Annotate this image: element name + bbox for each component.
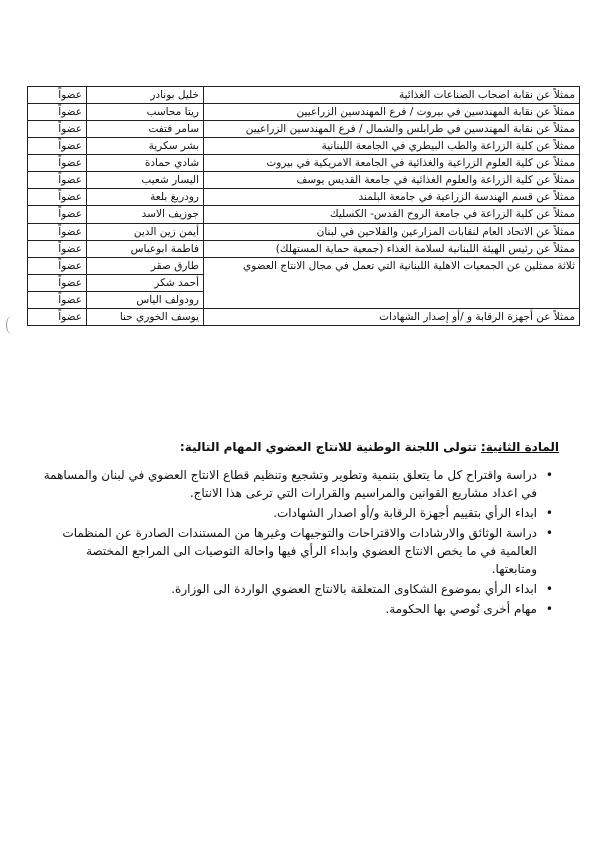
member-name-cell: فاطمة ابوعباس: [87, 240, 204, 257]
member-name-cell: جوزيف الاسد: [87, 206, 204, 223]
representative-cell: ممثلاً عن أجهزة الرقابة و /أو إصدار الشهادات: [204, 308, 580, 325]
table-row: [28, 104, 580, 121]
table-row: [28, 206, 580, 223]
members-table-body: [28, 87, 580, 326]
article-intro: تتولى اللجنة الوطنية للانتاج العضوي المهام التالية:: [179, 440, 481, 454]
member-role-cell: عضواً: [28, 257, 87, 274]
member-role-cell: عضواً: [28, 172, 87, 189]
committee-members-table: [27, 86, 580, 326]
task-item: • مهام أخرى تُوصي بها الحكومة.: [39, 600, 537, 618]
member-role-cell: عضواً: [28, 121, 87, 138]
member-name-cell: اليسار شعيب: [87, 172, 204, 189]
task-item: • دراسة الوثائق والارشادات والاقتراحات والتوجيهات وغيرها من المستندات الصادرة عن المنظمات العالمية في ما يخص الانتاج العضوي وابداء الرأي فيها واحالة التوصيات الى المراجع المختصة ومتابعتها.: [39, 524, 537, 578]
task-item: • ابداء الرأي بموضوع الشكاوى المتعلقة بالانتاج العضوي الواردة الى الوزارة.: [39, 580, 537, 598]
table-row: [28, 87, 580, 104]
member-role-cell: عضواً: [28, 87, 87, 104]
task-item: • دراسة واقتراح كل ما يتعلق بتنمية وتطوير وتشجيع وتنظيم قطاع الانتاج العضوي في لبنان والمساهمة في اعداد مشاريع القوانين والمراسيم والقرارات التي ترعى هذا الانتاج.: [39, 466, 537, 502]
table-row: [28, 308, 580, 325]
table-row: [28, 172, 580, 189]
article-heading: [39, 438, 559, 456]
representative-cell: ممثلاً عن رئيس الهيئة اللبنانية لسلامة الغذاء (جمعية حماية المستهلك): [204, 240, 580, 257]
member-name-cell: يوسف الخوري حنا: [87, 308, 204, 325]
representative-cell: ممثلاً عن كلية الزراعة في جامعة الروح القدس- الكسليك: [204, 206, 580, 223]
punch-hole-mark: [6, 316, 17, 334]
member-role-cell: عضواً: [28, 240, 87, 257]
member-name-cell: سامر فتفت: [87, 121, 204, 138]
member-name-cell: خليل بونادر: [87, 87, 204, 104]
representative-cell: ممثلاً عن نقابة المهندسين في طرابلس والشمال / فرع المهندسين الزراعيين: [204, 121, 580, 138]
member-name-cell: رودريغ بلعة: [87, 189, 204, 206]
member-name-cell: ريتا محاسب: [87, 104, 204, 121]
table-row: [28, 223, 580, 240]
representative-cell: ممثلاً عن نقابة اصحاب الصناعات الغذائية: [204, 87, 580, 104]
article-two-section: [39, 438, 559, 620]
member-role-cell: عضواً: [28, 138, 87, 155]
representative-cell: ممثلاً عن كلية الزراعة والعلوم الغذائية في جامعة القديس يوسف: [204, 172, 580, 189]
article-label: المادة الثانية:: [480, 440, 559, 454]
member-name-cell: طارق صقر: [87, 257, 204, 274]
table-row: [28, 257, 580, 274]
member-name-cell: شادي حمادة: [87, 155, 204, 172]
representative-cell: ممثلاً عن نقابة المهندسين في بيروت / فرع المهندسين الزراعيين: [204, 104, 580, 121]
member-role-cell: عضواً: [28, 189, 87, 206]
representative-cell: ثلاثة ممثلين عن الجمعيات الاهلية اللبنانية التي تعمل في مجال الانتاج العضوي: [204, 257, 580, 308]
member-name-cell: رودولف الياس: [87, 291, 204, 308]
member-name-cell: بشر سكرية: [87, 138, 204, 155]
member-role-cell: عضواً: [28, 291, 87, 308]
task-item: • ابداء الرأي بتقييم أجهزة الرقابة و/أو اصدار الشهادات.: [39, 504, 537, 522]
table-row: [28, 189, 580, 206]
table-row: [28, 138, 580, 155]
representative-cell: ممثلاً عن كلية العلوم الزراعية والغذائية في الجامعة الامريكية في بيروت: [204, 155, 580, 172]
member-role-cell: عضواً: [28, 274, 87, 291]
representative-cell: ممثلاً عن كلية الزراعة والطب البيطري في الجامعة اللبنانية: [204, 138, 580, 155]
member-role-cell: عضواً: [28, 223, 87, 240]
representative-cell: ممثلاً عن الاتحاد العام لنقابات المزارعين والفلاحين في لبنان: [204, 223, 580, 240]
member-role-cell: عضواً: [28, 308, 87, 325]
task-list: [39, 466, 559, 618]
member-role-cell: عضواً: [28, 206, 87, 223]
table-row: [28, 240, 580, 257]
table-row: [28, 121, 580, 138]
member-role-cell: عضواً: [28, 104, 87, 121]
member-role-cell: عضواً: [28, 155, 87, 172]
member-name-cell: أحمد شكر: [87, 274, 204, 291]
table-row: [28, 155, 580, 172]
representative-cell: ممثلاً عن قسم الهندسة الزراعية في جامعة البلمند: [204, 189, 580, 206]
member-name-cell: أيمن زين الدين: [87, 223, 204, 240]
